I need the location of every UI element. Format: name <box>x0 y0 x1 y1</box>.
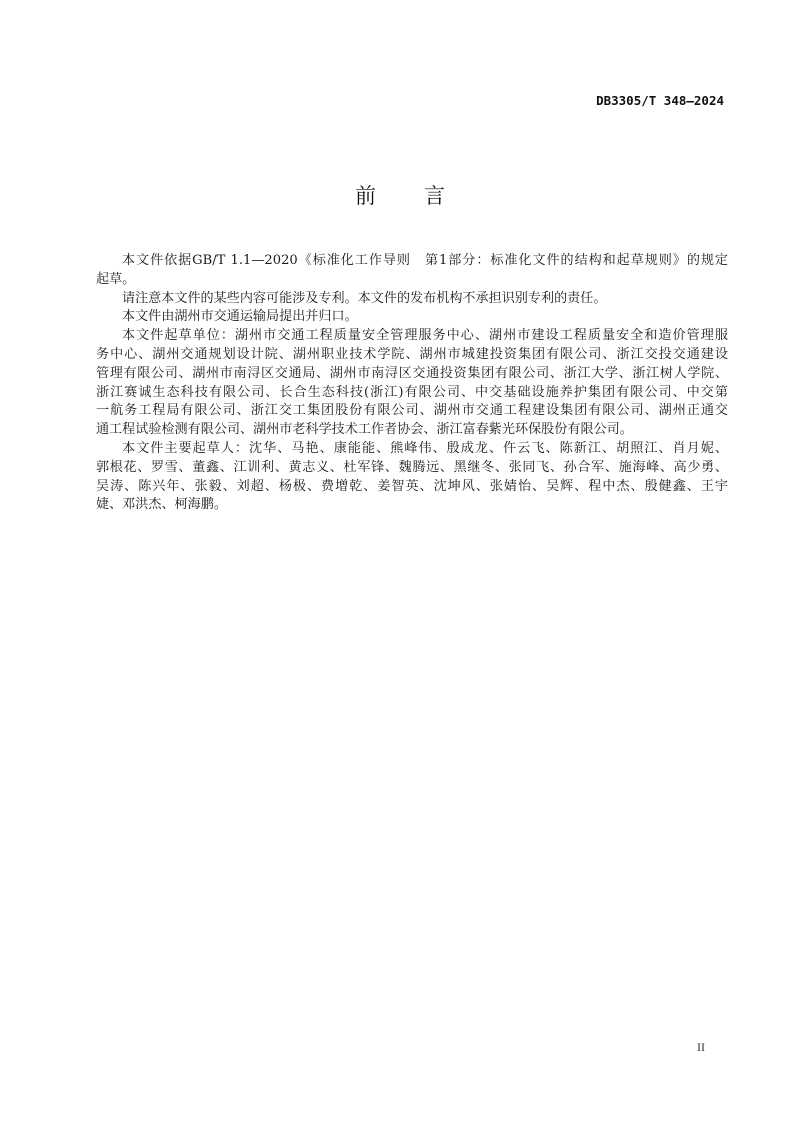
text-line: 本文件主要起草人：沈华、马艳、康能能、熊峰伟、殷成龙、仵云飞、陈新江、胡照江、肖月妮、 <box>122 440 728 456</box>
text-line: 本文件依据GB/T 1.1—2020《标准化工作导则 第1部分：标准化文件的结构和起草规则》的规定 <box>122 253 728 268</box>
text-line: 一航务工程局有限公司、浙江交工集团股份有限公司、湖州市交通工程建设集团有限公司、湖州正通交 <box>96 403 728 419</box>
text-line: 浙江赛诚生态科技有限公司、长合生态科技(浙江)有限公司、中交基础设施养护集团有限公司、中交第 <box>96 384 728 400</box>
page-title <box>0 180 800 210</box>
foreword-body <box>96 252 728 515</box>
text-line: 通工程试验检测有限公司、湖州市老科学技术工作者协会、浙江富春紫光环保股份有限公司。 <box>96 422 633 438</box>
paragraph-drafting-units <box>96 327 728 440</box>
paragraph-proposer <box>96 308 728 327</box>
paragraph-patent-notice <box>96 290 728 309</box>
text-line: 婕、邓洪杰、柯海鹏。 <box>96 497 227 513</box>
paragraph-standard-basis <box>96 252 728 290</box>
text-line: 起草。 <box>96 271 136 287</box>
paragraph-drafters <box>96 440 728 515</box>
document-code: DB3305/T 348—2024 <box>596 93 724 108</box>
text-line: 吴涛、陈兴年、张毅、刘超、杨极、费增乾、姜智英、沈坤风、张婧怡、吴辉、程中杰、殷健鑫、王宇 <box>96 478 728 494</box>
text-line: 务中心、湖州交通规划设计院、湖州职业技术学院、湖州市城建投资集团有限公司、浙江交投交通建设 <box>96 346 728 362</box>
text-line: 郭根花、罗雪、董鑫、江训利、黄志义、杜军锋、魏腾远、黑继冬、张同飞、孙合军、施海峰、高少勇、 <box>96 459 728 475</box>
text-line: 请注意本文件的某些内容可能涉及专利。本文件的发布机构不承担识别专利的责任。 <box>122 290 607 306</box>
title-char-1: 前 <box>355 184 376 208</box>
title-char-2: 言 <box>424 184 445 208</box>
text-line: 本文件由湖州市交通运输局提出并归口。 <box>122 309 358 325</box>
page-number: II <box>697 1040 705 1054</box>
text-line: 管理有限公司、湖州市南浔区交通局、湖州市南浔区交通投资集团有限公司、浙江大学、浙江树人学院、 <box>96 365 728 381</box>
text-line: 本文件起草单位：湖州市交通工程质量安全管理服务中心、湖州市建设工程质量安全和造价管理服 <box>122 328 728 344</box>
